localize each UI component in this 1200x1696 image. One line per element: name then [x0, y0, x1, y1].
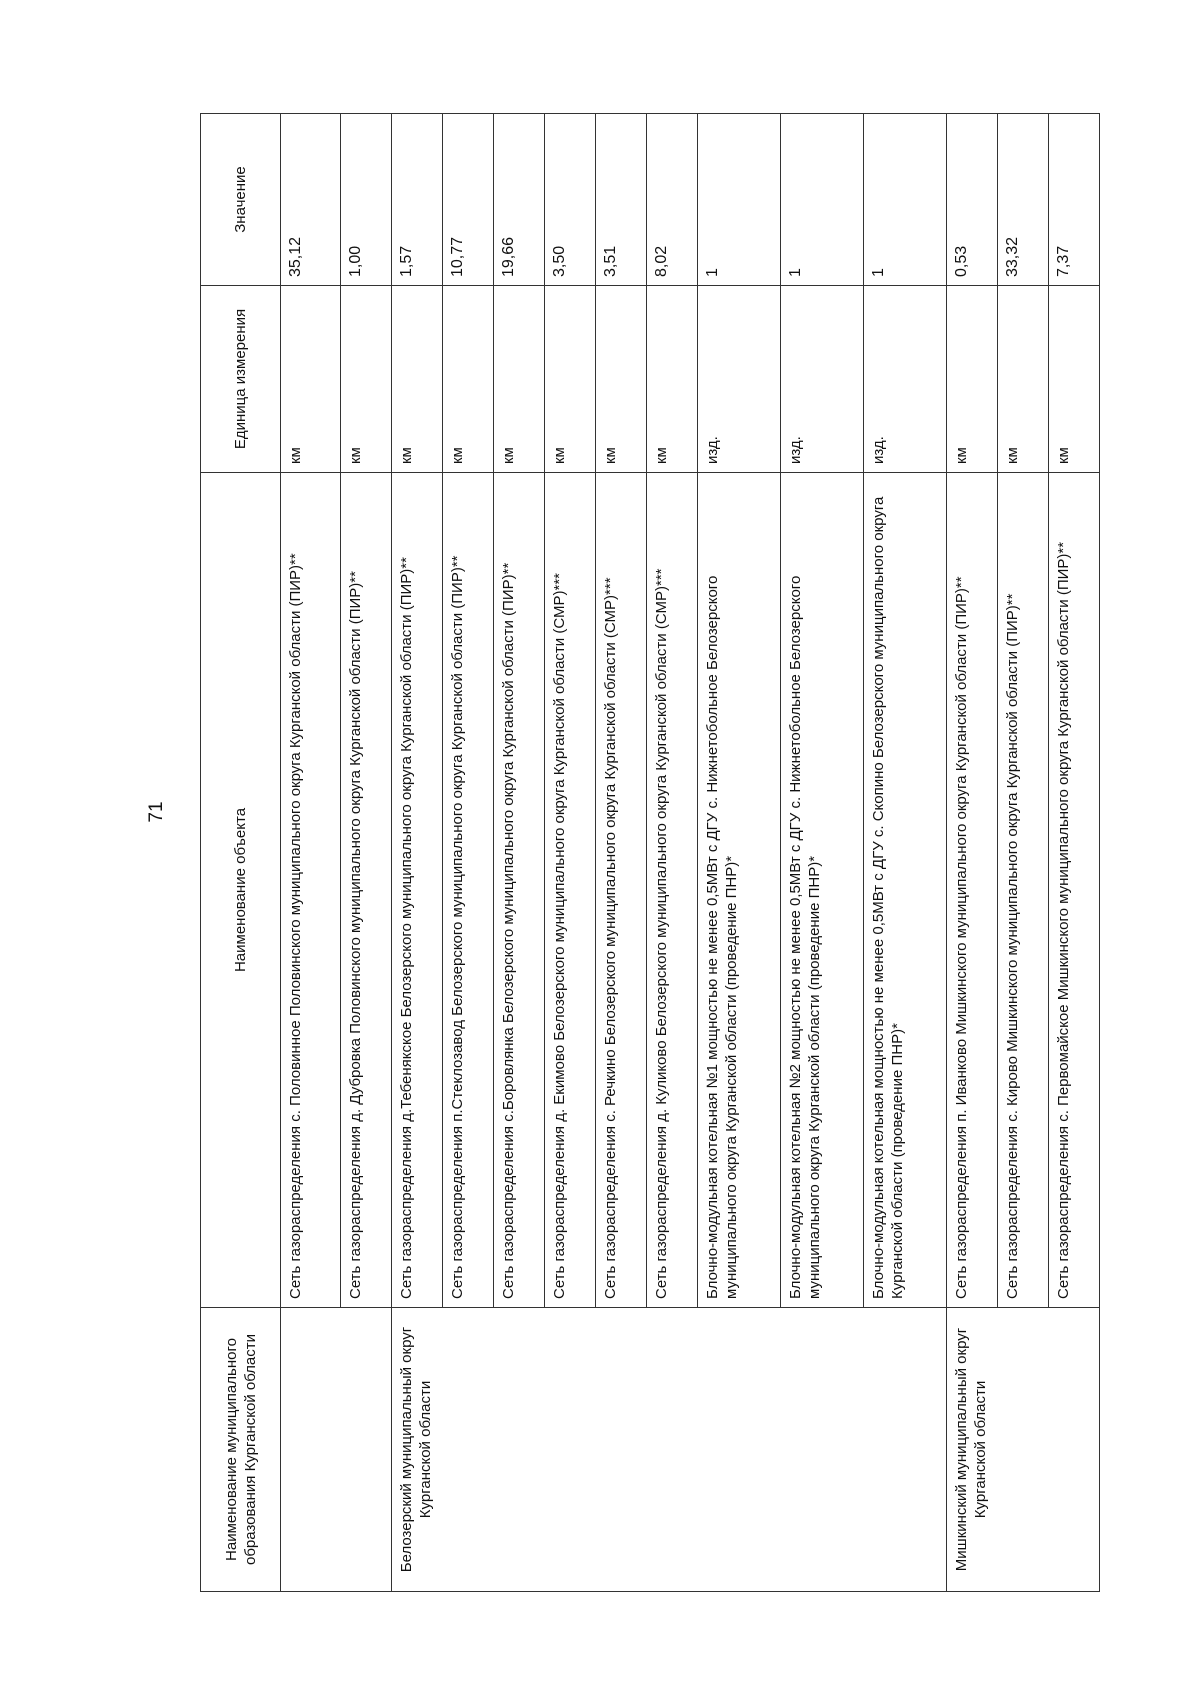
object-name-cell: Сеть газораспределения д. Куликово Белозерского муниципального округа Курганской области (СМР)***	[646, 473, 697, 1308]
unit-cell: км	[341, 286, 392, 473]
object-name-cell: Сеть газораспределения д.Тебенякское Белозерского муниципального округа Курганской области (ПИР)**	[391, 473, 442, 1308]
value-cell: 1	[780, 114, 863, 286]
value-cell: 3,51	[595, 114, 646, 286]
object-name-cell: Сеть газораспределения д. Екимово Белозерского муниципального округа Курганской области (СМР)***	[544, 473, 595, 1308]
unit-cell: км	[391, 286, 442, 473]
object-name-cell: Блочно-модульная котельная №2 мощностью не менее 0,5МВт с ДГУ с. Нижнетобольное Белозерского муниципального округа Курганской области (проведение ПНР)*	[780, 473, 863, 1308]
unit-cell: км	[442, 286, 493, 473]
value-cell: 0,53	[947, 114, 998, 286]
value-cell: 1,00	[341, 114, 392, 286]
header-value: Значение	[201, 114, 281, 286]
unit-cell: км	[281, 286, 341, 473]
object-name-cell: Сеть газораспределения с. Речкино Белозерского муниципального округа Курганской области (СМР)***	[595, 473, 646, 1308]
object-name-cell: Блочно-модульная котельная №1 мощностью не менее 0,5МВт с ДГУ с. Нижнетобольное Белозерского муниципального округа Курганской области (проведение ПНР)*	[697, 473, 780, 1308]
unit-cell: изд.	[863, 286, 946, 473]
municipality-cell	[281, 1308, 392, 1592]
unit-cell: км	[493, 286, 544, 473]
object-name-cell: Сеть газораспределения п.Стеклозавод Белозерского муниципального округа Курганской области (ПИР)**	[442, 473, 493, 1308]
unit-cell: км	[595, 286, 646, 473]
unit-cell: км	[646, 286, 697, 473]
unit-cell: изд.	[780, 286, 863, 473]
page-number: 71	[146, 801, 167, 823]
object-name-cell: Блочно-модульная котельная мощностью не менее 0,5МВт с ДГУ с. Скопино Белозерского муниципального округа Курганской области (проведение ПНР)*	[863, 473, 946, 1308]
table-row	[391, 114, 442, 1592]
header-municipality: Наименование муниципального образования Курганской области	[201, 1308, 281, 1592]
value-cell: 10,77	[442, 114, 493, 286]
header-unit: Единица измерения	[201, 286, 281, 473]
object-name-cell: Сеть газораспределения с. Половинное Половинского муниципального округа Курганской области (ПИР)**	[281, 473, 341, 1308]
unit-cell: изд.	[697, 286, 780, 473]
unit-cell: км	[1049, 286, 1100, 473]
value-cell: 7,37	[1049, 114, 1100, 286]
object-name-cell: Сеть газораспределения п. Иванково Мишкинского муниципального округа Курганской области (ПИР)**	[947, 473, 998, 1308]
header-object-name: Наименование объекта	[201, 473, 281, 1308]
object-name-cell: Сеть газораспределения с. Кирово Мишкинского муниципального округа Курганской области (ПИР)**	[998, 473, 1049, 1308]
municipality-cell: Белозерский муниципальный округ Курганской области	[391, 1308, 946, 1592]
object-name-cell: Сеть газораспределения с.Боровлянка Белозерского муниципального округа Курганской области (ПИР)**	[493, 473, 544, 1308]
rotated-table-container	[200, 114, 1100, 1592]
table-header-row	[201, 114, 281, 1592]
value-cell: 19,66	[493, 114, 544, 286]
municipality-cell: Мишкинский муниципальный округ Курганской области	[947, 1308, 1100, 1592]
object-name-cell: Сеть газораспределения с. Первомайское Мишкинского муниципального округа Курганской области (ПИР)**	[1049, 473, 1100, 1308]
value-cell: 8,02	[646, 114, 697, 286]
value-cell: 1,57	[391, 114, 442, 286]
unit-cell: км	[947, 286, 998, 473]
object-name-cell: Сеть газораспределения д. Дубровка Половинского муниципального округа Курганской области (ПИР)**	[341, 473, 392, 1308]
unit-cell: км	[544, 286, 595, 473]
value-cell: 1	[697, 114, 780, 286]
table-row	[281, 114, 341, 1592]
value-cell: 1	[863, 114, 946, 286]
objects-table	[200, 113, 1100, 1592]
unit-cell: км	[998, 286, 1049, 473]
value-cell: 3,50	[544, 114, 595, 286]
value-cell: 35,12	[281, 114, 341, 286]
value-cell: 33,32	[998, 114, 1049, 286]
table-row	[947, 114, 998, 1592]
